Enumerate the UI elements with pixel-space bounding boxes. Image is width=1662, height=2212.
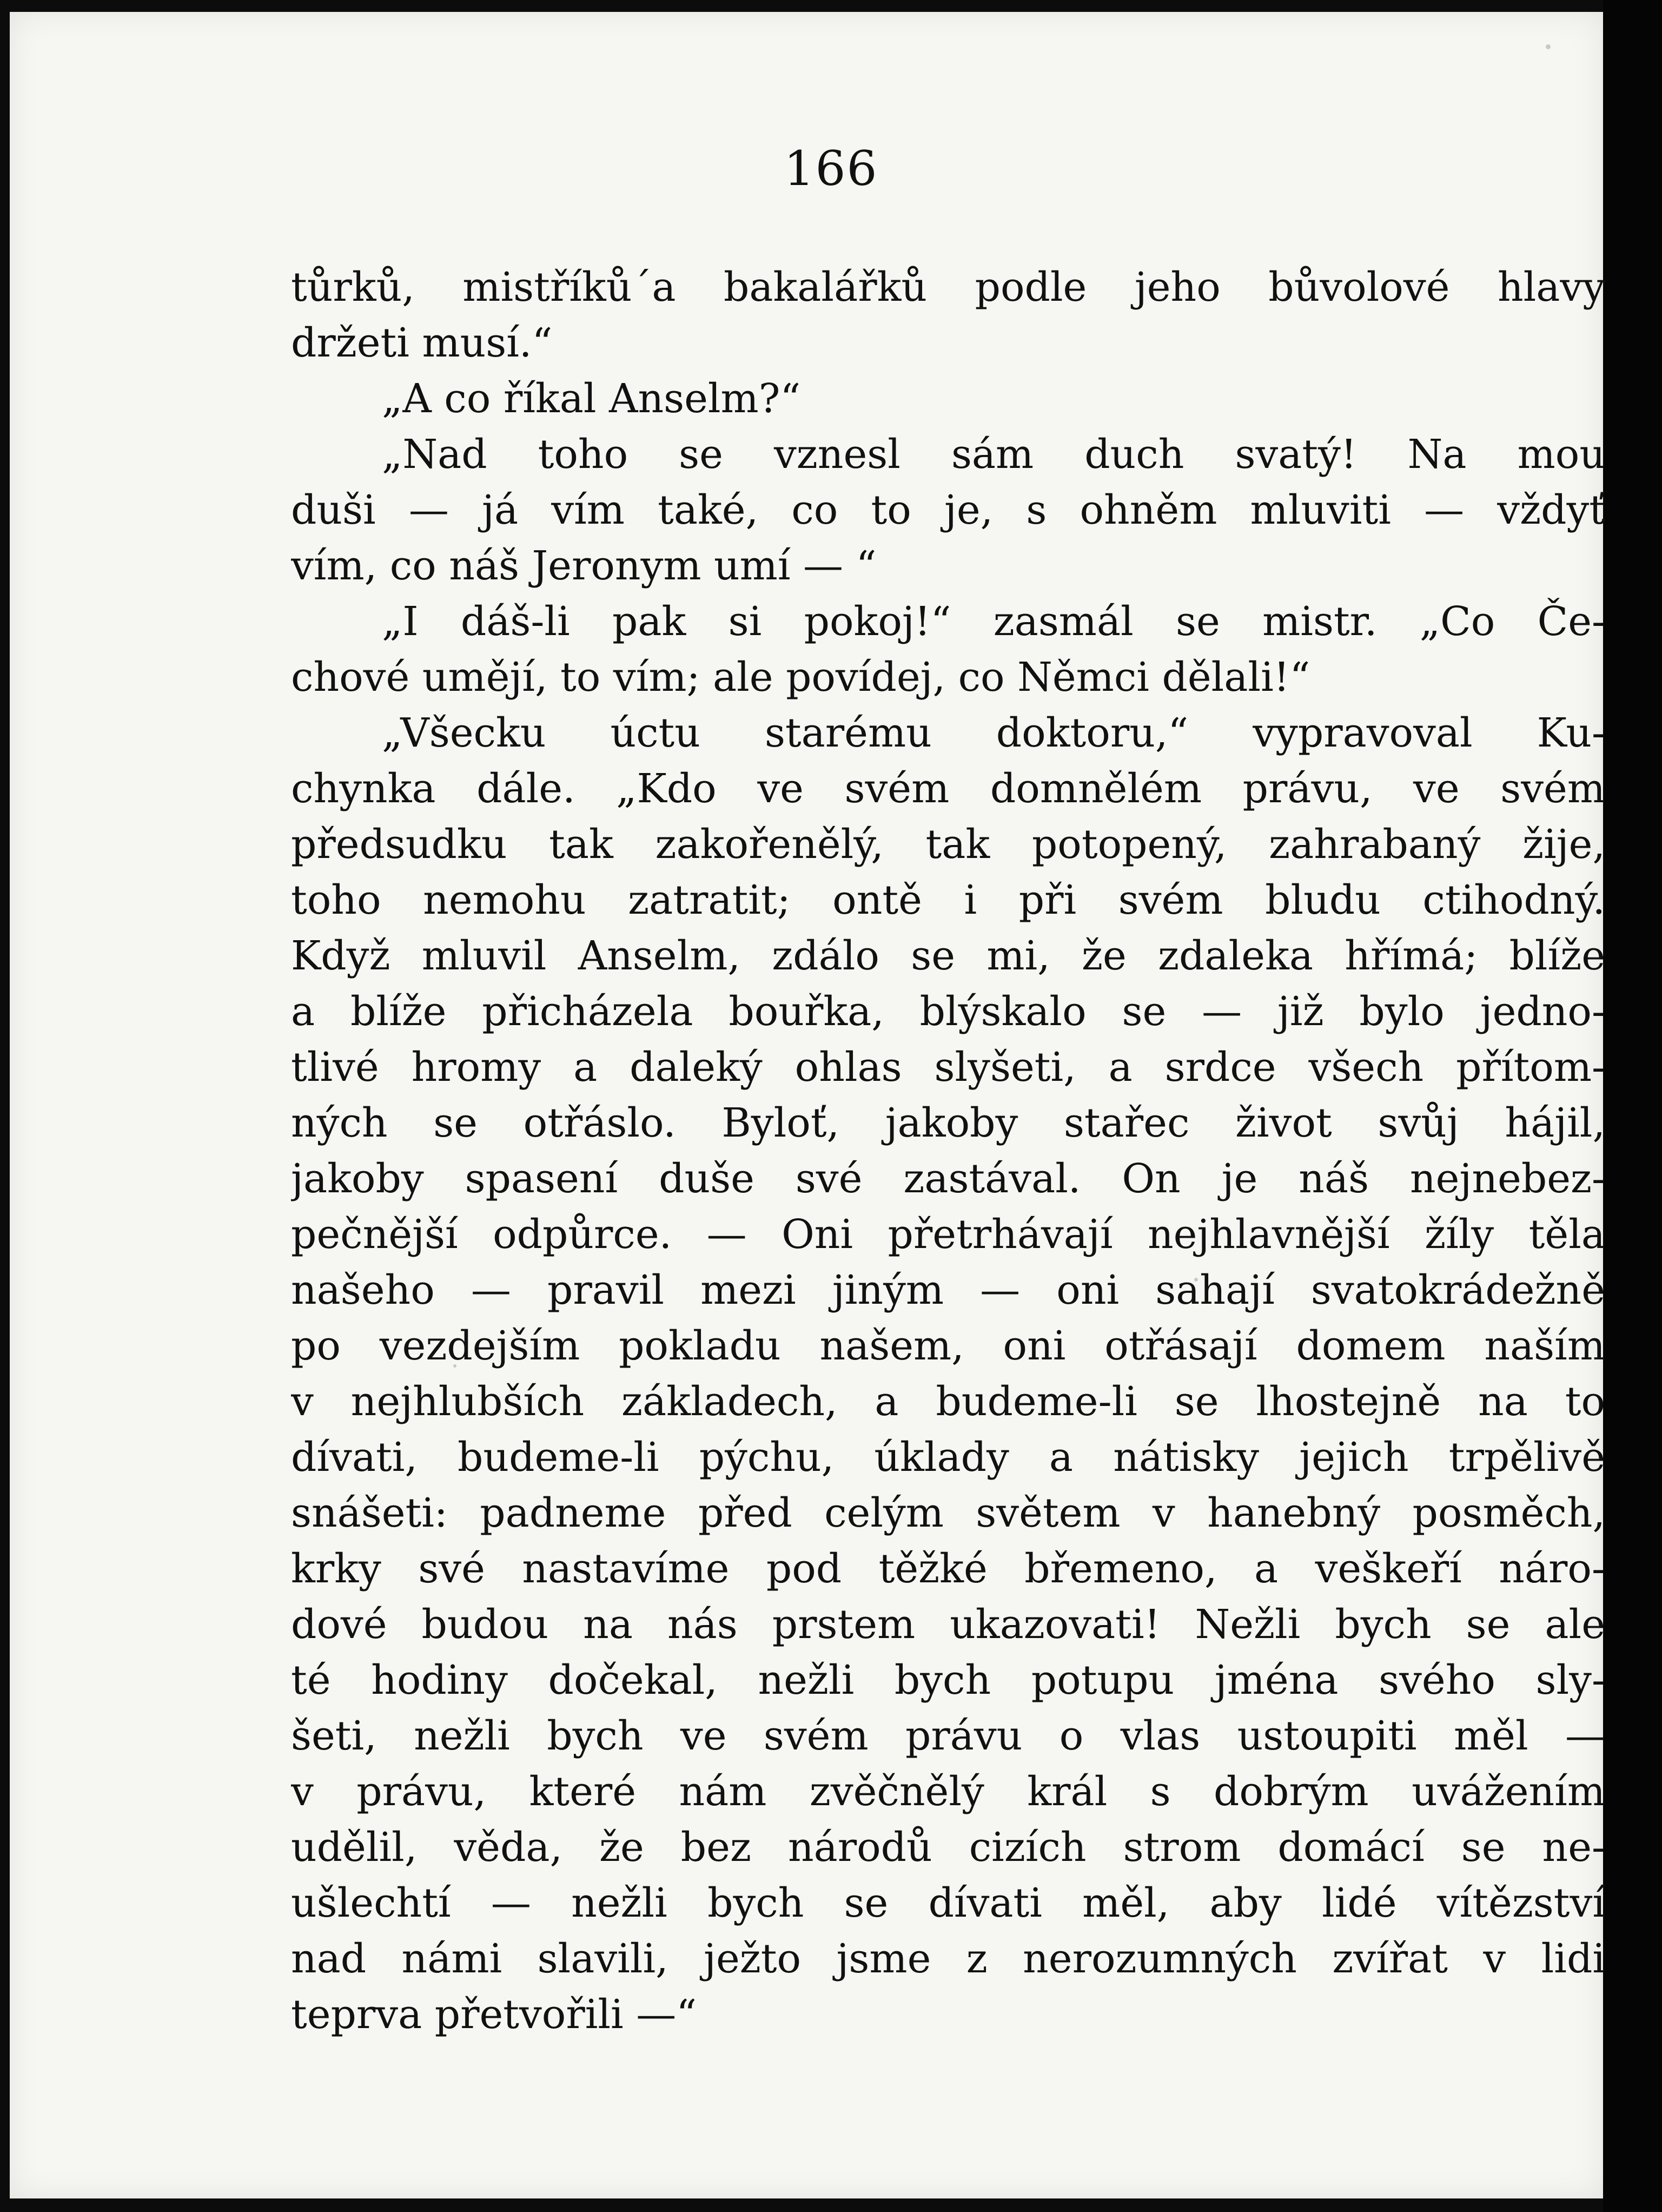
text-line: v právu, které nám zvěčnělý král s dobrým uvážením [291, 1768, 1605, 1815]
text-line: „Všecku úctu starému doktoru,“ vypravoval Ku- [382, 710, 1605, 756]
text-line: toho nemohu zatratit; ontě i při svém bludu ctihodný. [291, 877, 1605, 923]
text-line: „A co říkal Anselm?“ [382, 375, 801, 422]
text-line: Když mluvil Anselm, zdálo se mi, že zdaleka hřímá; blíže [291, 933, 1605, 979]
text-line: v nejhlubších základech, a budeme-li se lhostejně na to [291, 1378, 1605, 1425]
text-line: „Nad toho se vznesl sám duch svatý! Na mou [382, 431, 1605, 478]
text-line: krky své nastavíme pod těžké břemeno, a veškeří náro- [291, 1546, 1605, 1592]
text-line: jakoby spasení duše své zastával. On je náš nejnebez- [291, 1155, 1605, 1202]
page-number: 166 [784, 141, 878, 196]
text-line: dové budou na nás prstem ukazovati! Nežli bych se ale [291, 1601, 1605, 1648]
body-text [291, 260, 1605, 2043]
text-line: nad námi slavili, ježto jsme z nerozumných zvířat v lidi [291, 1936, 1605, 1982]
text-line: ných se otřáslo. Byloť, jakoby stařec život svůj hájil, [291, 1100, 1605, 1146]
scan-right-edge [1603, 0, 1662, 2212]
text-line: pečnější odpůrce. — Oni přetrhávají nejhlavnější žíly těla [291, 1211, 1605, 1258]
paper-speck [1546, 44, 1551, 49]
text-line: našeho — pravil mezi jiným — oni sahají svatokrádežně [291, 1267, 1605, 1313]
text-line: chynka dále. „Kdo ve svém domnělém právu, ve svém [291, 765, 1605, 812]
text-line: udělil, věda, že bez národů cizích strom domácí se ne- [291, 1824, 1605, 1871]
text-line: „I dáš-li pak si pokoj!“ zasmál se mistr. „Co Če- [382, 598, 1605, 645]
text-line: tůrků, mistříků´a bakalářků podle jeho bůvolové hlavy [291, 264, 1605, 311]
text-line: po vezdejším pokladu našem, oni otřásají domem naším [291, 1323, 1605, 1369]
text-line: snášeti: padneme před celým světem v hanebný posměch, [291, 1490, 1605, 1536]
text-line: té hodiny dočekal, nežli bych potupu jména svého sly- [291, 1657, 1605, 1703]
text-line: držeti musí.“ [291, 320, 553, 366]
text-line: ušlechtí — nežli bych se dívati měl, aby lidé vítězství [291, 1880, 1605, 1926]
text-line: tlivé hromy a daleký ohlas slyšeti, a srdce všech přítom- [291, 1044, 1605, 1091]
text-line: předsudku tak zakořenělý, tak potopený, zahrabaný žije, [291, 821, 1605, 868]
text-line: vím, co náš Jeronym umí — “ [291, 543, 877, 589]
text-line: duši — já vím také, co to je, s ohněm mluviti — vždyť [291, 487, 1605, 533]
text-line: a blíže přicházela bouřka, blýskalo se — již bylo jedno- [291, 988, 1605, 1035]
text-line: šeti, nežli bych ve svém právu o vlas ustoupiti měl — [291, 1713, 1605, 1759]
text-line: chové umějí, to vím; ale povídej, co Němci dělali!“ [291, 654, 1310, 701]
text-line: dívati, budeme-li pýchu, úklady a nátisky jejich trpělivě [291, 1434, 1605, 1481]
text-line: teprva přetvořili —“ [291, 1991, 697, 2038]
